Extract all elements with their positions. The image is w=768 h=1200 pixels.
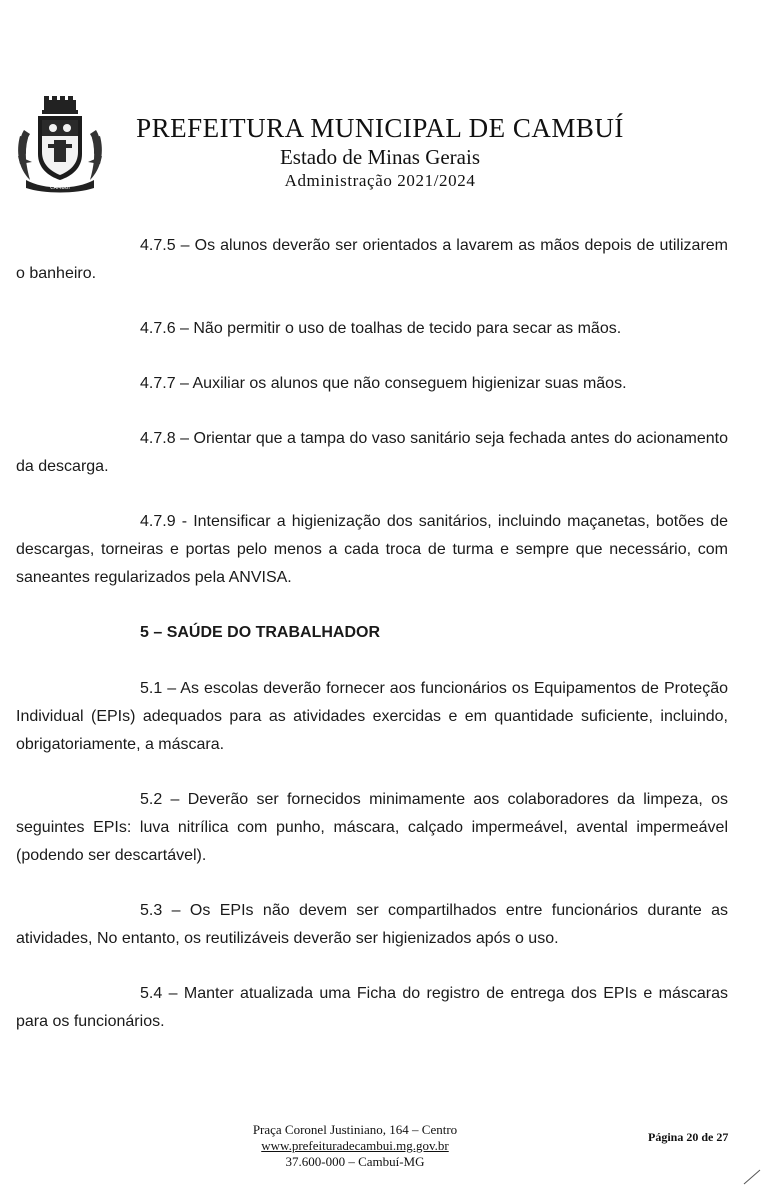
paragraph-4-7-9: 4.7.9 - Intensificar a higienização dos sanitários, incluindo maçanetas, botões de descargas, torneiras e portas pelo menos a cada troca de turma e sempre que necessário, com saneantes regularizados pela ANVISA. (16, 513, 728, 586)
paragraph-4-7-7: 4.7.7 – Auxiliar os alunos que não conseguem higienizar suas mãos. (140, 375, 627, 392)
administration-period: Administração 2021/2024 (284, 171, 476, 190)
organization-name: PREFEITURA MUNICIPAL DE CAMBUÍ (136, 113, 624, 143)
paragraph-5-3: 5.3 – Os EPIs não devem ser compartilhados entre funcionários durante as atividades, No entanto, os reutilizáveis deverão ser higienizados após o uso. (16, 902, 728, 947)
section-title-5: 5 – SAÚDE DO TRABALHADOR (140, 624, 381, 641)
footer-city: 37.600-000 – Cambuí-MG (285, 1154, 425, 1169)
document-body (16, 232, 728, 1063)
paragraph-5-1: 5.1 – As escolas deverão fornecer aos funcionários os Equipamentos de Proteção Individual (EPIs) adequados para as atividades exercidas e em quantidade suficiente, incluindo, obrigatoriamente, a máscara. (16, 680, 728, 753)
footer-website-link[interactable]: www.prefeituradecambui.mg.gov.br (261, 1138, 449, 1153)
paragraph-4-7-8: 4.7.8 – Orientar que a tampa do vaso sanitário seja fechada antes do acionamento da descarga. (16, 430, 728, 475)
page-number: Página 20 de 27 (648, 1130, 729, 1144)
crest-ribbon-text: CAMBUÍ (50, 185, 70, 191)
pen-mark (742, 1166, 762, 1186)
paragraph-4-7-6: 4.7.6 – Não permitir o uso de toalhas de tecido para secar as mãos. (140, 320, 622, 337)
footer-address: Praça Coronel Justiniano, 164 – Centro (252, 1122, 458, 1137)
state-name: Estado de Minas Gerais (279, 145, 481, 169)
letterhead (110, 112, 650, 192)
paragraph-5-2: 5.2 – Deverão ser fornecidos minimamente aos colaboradores da limpeza, os seguintes EPIs: luva nitrílica com punho, máscara, calçado impermeável, avental impermeável (podendo ser descartável). (16, 791, 728, 864)
paragraph-4-7-5: 4.7.5 – Os alunos deverão ser orientados a lavarem as mãos depois de utilizarem o banheiro. (16, 237, 728, 282)
footer (200, 1122, 510, 1170)
paragraph-5-4: 5.4 – Manter atualizada uma Ficha do registro de entrega dos EPIs e máscaras para os funcionários. (16, 985, 728, 1030)
municipal-crest-logo (14, 96, 106, 194)
